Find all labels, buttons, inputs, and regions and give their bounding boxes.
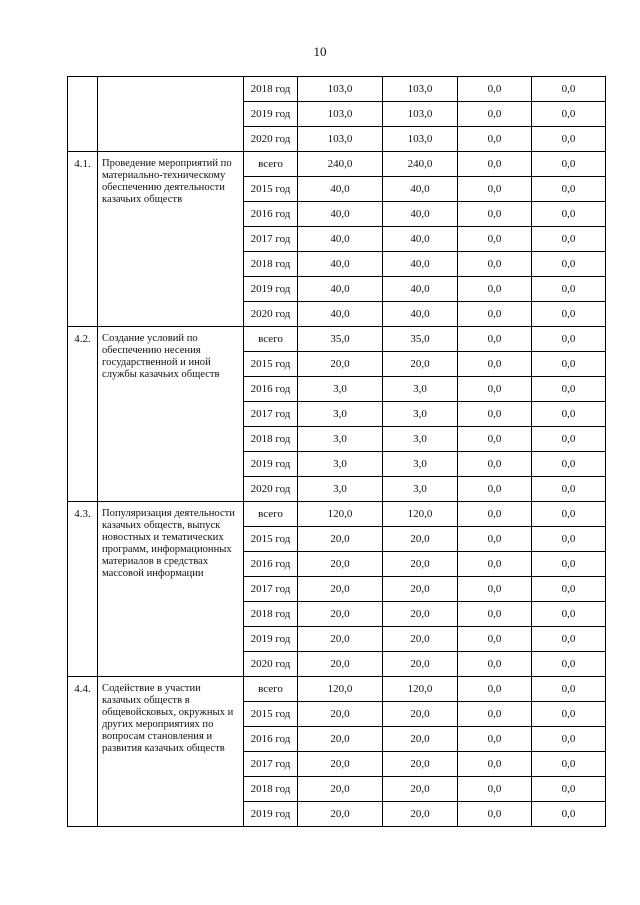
value-cell: 40,0 [298, 227, 383, 252]
value-cell: 103,0 [298, 127, 383, 152]
value-cell: 20,0 [298, 652, 383, 677]
period-cell: всего [244, 327, 298, 352]
value-cell: 20,0 [298, 702, 383, 727]
value-cell: 0,0 [458, 152, 532, 177]
period-cell: 2018 год [244, 427, 298, 452]
period-cell: 2015 год [244, 177, 298, 202]
value-cell: 20,0 [383, 777, 458, 802]
value-cell: 3,0 [383, 477, 458, 502]
value-cell: 20,0 [298, 752, 383, 777]
period-cell: 2015 год [244, 702, 298, 727]
value-cell: 0,0 [532, 352, 606, 377]
value-cell: 0,0 [458, 202, 532, 227]
value-cell: 20,0 [383, 627, 458, 652]
value-cell: 20,0 [383, 527, 458, 552]
value-cell: 0,0 [532, 227, 606, 252]
value-cell: 0,0 [458, 77, 532, 102]
value-cell: 20,0 [383, 802, 458, 827]
page-number: 10 [313, 44, 327, 59]
value-cell: 0,0 [532, 752, 606, 777]
value-cell: 0,0 [458, 252, 532, 277]
table-row [68, 502, 606, 527]
value-cell: 0,0 [458, 477, 532, 502]
value-cell: 3,0 [383, 402, 458, 427]
value-cell: 3,0 [383, 427, 458, 452]
value-cell: 20,0 [383, 552, 458, 577]
value-cell: 0,0 [532, 702, 606, 727]
period-cell: всего [244, 677, 298, 702]
value-cell: 0,0 [532, 277, 606, 302]
value-cell: 20,0 [383, 652, 458, 677]
period-cell: 2016 год [244, 552, 298, 577]
value-cell: 0,0 [458, 777, 532, 802]
value-cell: 0,0 [532, 327, 606, 352]
period-cell: 2020 год [244, 477, 298, 502]
value-cell: 120,0 [298, 502, 383, 527]
value-cell: 35,0 [298, 327, 383, 352]
value-cell: 3,0 [298, 402, 383, 427]
value-cell: 0,0 [458, 352, 532, 377]
value-cell: 40,0 [298, 177, 383, 202]
value-cell: 0,0 [532, 477, 606, 502]
period-cell: 2017 год [244, 577, 298, 602]
value-cell: 20,0 [298, 577, 383, 602]
value-cell: 0,0 [458, 427, 532, 452]
period-cell: 2015 год [244, 527, 298, 552]
value-cell: 20,0 [383, 577, 458, 602]
value-cell: 103,0 [298, 77, 383, 102]
period-cell: 2015 год [244, 352, 298, 377]
value-cell: 0,0 [458, 702, 532, 727]
period-cell: 2020 год [244, 302, 298, 327]
value-cell: 40,0 [383, 302, 458, 327]
value-cell: 40,0 [383, 177, 458, 202]
value-cell: 0,0 [458, 402, 532, 427]
period-cell: 2019 год [244, 277, 298, 302]
value-cell: 120,0 [298, 677, 383, 702]
period-cell: всего [244, 502, 298, 527]
period-cell: 2019 год [244, 802, 298, 827]
value-cell: 240,0 [298, 152, 383, 177]
item-number: 4.3. [68, 502, 98, 677]
item-name: Проведение мероприятий по материально-техническому обеспечению деятельности казачьих обществ [98, 152, 244, 327]
value-cell: 0,0 [532, 402, 606, 427]
value-cell: 3,0 [298, 427, 383, 452]
table-row [68, 152, 606, 177]
value-cell: 120,0 [383, 677, 458, 702]
value-cell: 20,0 [298, 802, 383, 827]
value-cell: 0,0 [532, 302, 606, 327]
value-cell: 0,0 [458, 327, 532, 352]
value-cell: 0,0 [532, 127, 606, 152]
value-cell: 0,0 [532, 802, 606, 827]
value-cell: 3,0 [298, 377, 383, 402]
value-cell: 40,0 [298, 252, 383, 277]
value-cell: 0,0 [532, 152, 606, 177]
value-cell: 0,0 [458, 452, 532, 477]
value-cell: 0,0 [532, 652, 606, 677]
period-cell: всего [244, 152, 298, 177]
value-cell: 40,0 [383, 227, 458, 252]
value-cell: 0,0 [532, 677, 606, 702]
item-name: Создание условий по обеспечению несения государственной и иной службы казачьих обществ [98, 327, 244, 502]
period-cell: 2017 год [244, 227, 298, 252]
value-cell: 20,0 [298, 777, 383, 802]
value-cell: 0,0 [458, 277, 532, 302]
period-cell: 2018 год [244, 777, 298, 802]
value-cell: 0,0 [458, 127, 532, 152]
period-cell: 2020 год [244, 127, 298, 152]
value-cell: 0,0 [458, 177, 532, 202]
value-cell: 0,0 [458, 752, 532, 777]
value-cell: 0,0 [532, 452, 606, 477]
value-cell: 0,0 [458, 727, 532, 752]
table-row [68, 677, 606, 702]
value-cell: 0,0 [532, 377, 606, 402]
value-cell: 103,0 [383, 77, 458, 102]
value-cell: 103,0 [383, 102, 458, 127]
value-cell: 0,0 [458, 302, 532, 327]
period-cell: 2018 год [244, 602, 298, 627]
item-name: Содействие в участии казачьих обществ в общевойсковых, окружных и других мероприятиях по вопросам становления и развития казачьих обществ [98, 677, 244, 827]
value-cell: 0,0 [532, 77, 606, 102]
value-cell: 0,0 [532, 502, 606, 527]
value-cell: 0,0 [458, 577, 532, 602]
value-cell: 20,0 [383, 727, 458, 752]
value-cell: 20,0 [383, 702, 458, 727]
value-cell: 40,0 [298, 202, 383, 227]
value-cell: 40,0 [383, 252, 458, 277]
period-cell: 2017 год [244, 402, 298, 427]
funding-table [67, 76, 606, 827]
period-cell: 2016 год [244, 202, 298, 227]
value-cell: 0,0 [532, 552, 606, 577]
value-cell: 0,0 [532, 177, 606, 202]
value-cell: 20,0 [298, 527, 383, 552]
value-cell: 0,0 [532, 102, 606, 127]
value-cell: 0,0 [532, 727, 606, 752]
value-cell: 3,0 [298, 452, 383, 477]
value-cell: 0,0 [458, 652, 532, 677]
value-cell: 0,0 [458, 627, 532, 652]
value-cell: 3,0 [383, 452, 458, 477]
value-cell: 40,0 [298, 302, 383, 327]
period-cell: 2017 год [244, 752, 298, 777]
value-cell: 35,0 [383, 327, 458, 352]
value-cell: 103,0 [383, 127, 458, 152]
value-cell: 0,0 [458, 102, 532, 127]
value-cell: 0,0 [532, 602, 606, 627]
period-cell: 2016 год [244, 377, 298, 402]
period-cell: 2019 год [244, 627, 298, 652]
value-cell: 20,0 [298, 727, 383, 752]
table-body [68, 77, 606, 827]
value-cell: 0,0 [458, 527, 532, 552]
value-cell: 20,0 [298, 552, 383, 577]
value-cell: 3,0 [298, 477, 383, 502]
table-row [68, 327, 606, 352]
period-cell: 2019 год [244, 102, 298, 127]
item-number: 4.1. [68, 152, 98, 327]
value-cell: 0,0 [458, 502, 532, 527]
period-cell: 2016 год [244, 727, 298, 752]
value-cell: 40,0 [298, 277, 383, 302]
value-cell: 0,0 [532, 427, 606, 452]
item-name [98, 77, 244, 152]
value-cell: 0,0 [458, 377, 532, 402]
value-cell: 0,0 [532, 202, 606, 227]
value-cell: 20,0 [383, 602, 458, 627]
value-cell: 40,0 [383, 277, 458, 302]
value-cell: 0,0 [458, 802, 532, 827]
value-cell: 20,0 [298, 602, 383, 627]
value-cell: 120,0 [383, 502, 458, 527]
value-cell: 0,0 [458, 677, 532, 702]
item-number: 4.4. [68, 677, 98, 827]
value-cell: 40,0 [383, 202, 458, 227]
value-cell: 0,0 [532, 527, 606, 552]
value-cell: 0,0 [458, 552, 532, 577]
period-cell: 2019 год [244, 452, 298, 477]
period-cell: 2020 год [244, 652, 298, 677]
item-number: 4.2. [68, 327, 98, 502]
value-cell: 0,0 [532, 577, 606, 602]
table-row [68, 77, 606, 102]
value-cell: 0,0 [532, 252, 606, 277]
value-cell: 20,0 [298, 627, 383, 652]
value-cell: 0,0 [458, 602, 532, 627]
period-cell: 2018 год [244, 77, 298, 102]
item-name: Популяризация деятельности казачьих обществ, выпуск новостных и тематических программ, информационных материалов в средствах массовой информации [98, 502, 244, 677]
item-number [68, 77, 98, 152]
value-cell: 240,0 [383, 152, 458, 177]
value-cell: 103,0 [298, 102, 383, 127]
value-cell: 20,0 [383, 352, 458, 377]
value-cell: 3,0 [383, 377, 458, 402]
period-cell: 2018 год [244, 252, 298, 277]
value-cell: 0,0 [532, 627, 606, 652]
value-cell: 0,0 [458, 227, 532, 252]
value-cell: 20,0 [383, 752, 458, 777]
value-cell: 0,0 [532, 777, 606, 802]
value-cell: 20,0 [298, 352, 383, 377]
